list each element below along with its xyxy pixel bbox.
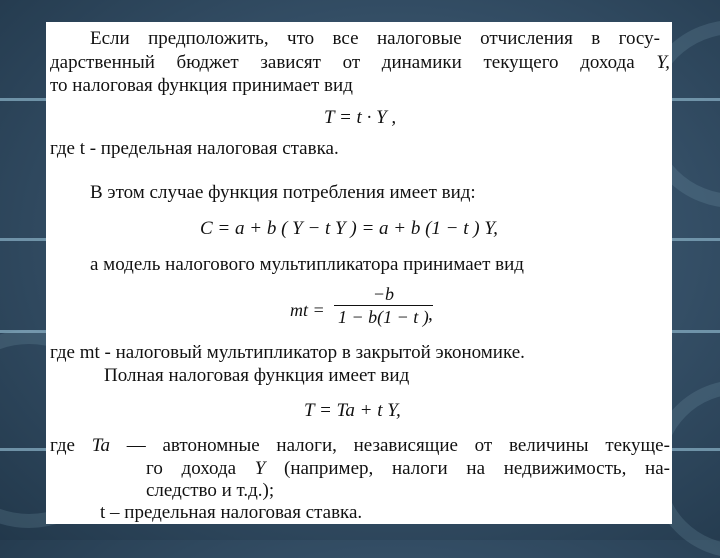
- word: Если: [90, 28, 130, 49]
- scanned-page: [46, 22, 672, 524]
- fraction-denominator: 1 − b(1 − t ): [338, 307, 429, 327]
- fraction-numerator: −b: [372, 284, 394, 304]
- word: независящие: [353, 435, 458, 456]
- definition-line-t-final: t – предельная налоговая ставка.: [100, 502, 363, 523]
- word: динамики: [381, 52, 462, 73]
- definition-line-ta-3: следство и т.д.);: [146, 480, 275, 501]
- formula-consumption-function: C = a + b ( Y − t Y ) = a + b (1 − t ) Y,: [200, 218, 498, 239]
- word: отчисления: [480, 28, 573, 49]
- word: от: [474, 435, 493, 456]
- word: го: [146, 458, 163, 479]
- formula-full-tax-function: T = Ta + t Y,: [304, 400, 401, 421]
- word: текуще-: [605, 435, 670, 456]
- word: предположить,: [148, 28, 269, 49]
- word: величины: [508, 435, 589, 456]
- word: Y: [254, 458, 266, 479]
- word: все: [332, 28, 359, 49]
- word: в: [591, 28, 601, 49]
- word: автономные: [162, 435, 260, 456]
- word: госу-: [618, 28, 660, 49]
- word: от: [342, 52, 361, 73]
- definition-line-ta-2: [146, 458, 670, 480]
- word: —: [126, 435, 146, 456]
- word: Ta: [91, 435, 111, 456]
- formula-multiplier-fraction: [334, 284, 433, 327]
- word: что: [287, 28, 315, 49]
- paragraph-1-line-3: то налоговая функция принимает вид: [50, 75, 353, 96]
- word: налоги,: [276, 435, 337, 456]
- paragraph-3-line-1: Полная налоговая функция имеет вид: [104, 365, 410, 386]
- paragraph-2-line-2: а модель налогового мультипликатора принимает вид: [90, 254, 524, 275]
- word: Y,: [656, 52, 670, 73]
- paragraph-1-line-2: [50, 52, 670, 74]
- word: дарственный: [50, 52, 155, 73]
- definition-line-ta-1: [50, 435, 670, 457]
- definition-line-mt: где mt - налоговый мультипликатор в закрытой экономике.: [50, 342, 525, 363]
- formula-multiplier-comma: ,: [428, 304, 433, 325]
- fraction-bar: [334, 305, 433, 306]
- word: текущего: [483, 52, 559, 73]
- formula-multiplier-lhs: mt =: [290, 300, 325, 320]
- paragraph-2-line-1: В этом случае функция потребления имеет вид:: [90, 182, 476, 203]
- word: где: [50, 435, 75, 456]
- word: зависят: [260, 52, 321, 73]
- word: дохода: [580, 52, 635, 73]
- definition-line-t: где t - предельная налоговая ставка.: [50, 138, 339, 159]
- word: налоги: [391, 458, 448, 479]
- word: недвижимость,: [503, 458, 627, 479]
- word: дохода: [181, 458, 237, 479]
- word: на-: [645, 458, 670, 479]
- word: (например,: [284, 458, 374, 479]
- paragraph-1-line-1: [90, 28, 660, 50]
- word: налоговые: [376, 28, 462, 49]
- word: бюджет: [176, 52, 239, 73]
- formula-tax-function: T = t · Y ,: [324, 107, 397, 128]
- word: на: [466, 458, 486, 479]
